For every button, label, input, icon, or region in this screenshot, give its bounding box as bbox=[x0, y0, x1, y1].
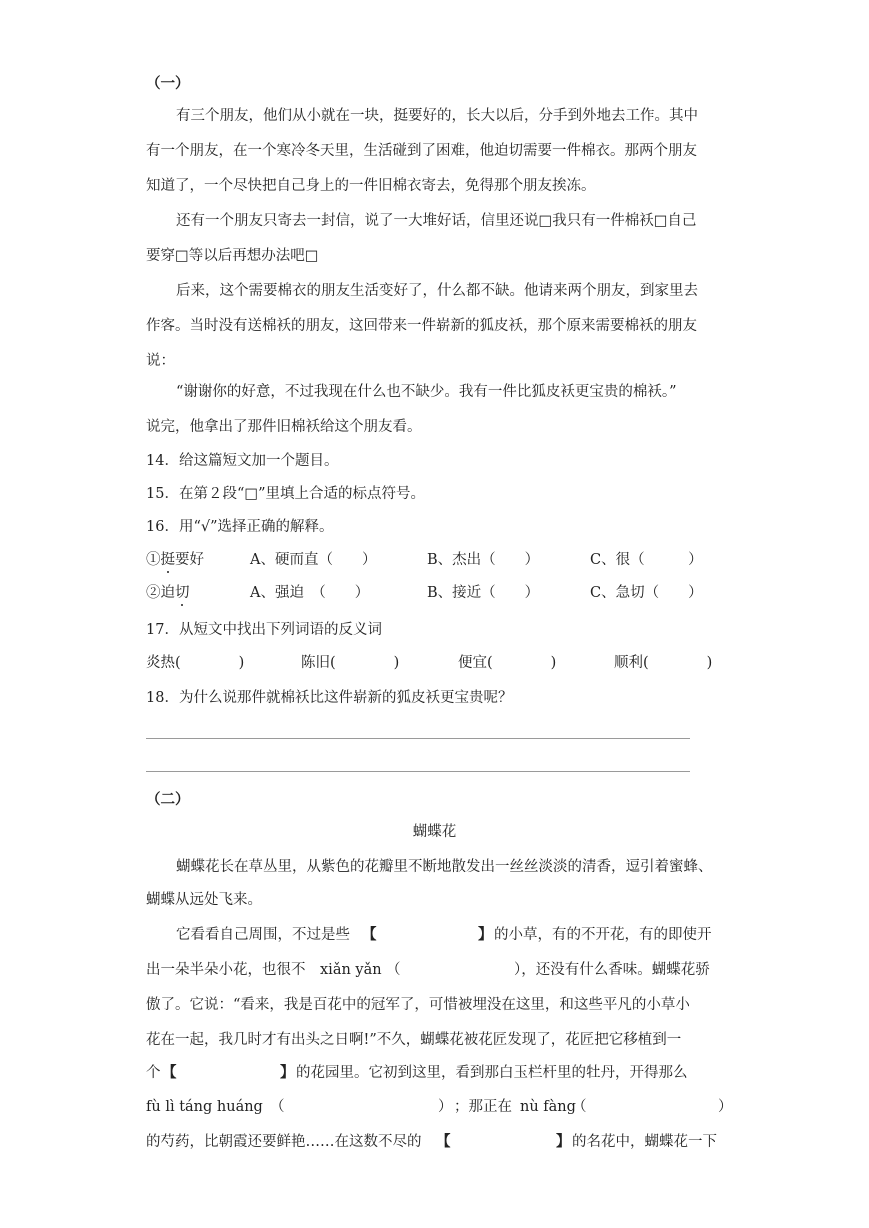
blank-left-bracket: 【 bbox=[362, 926, 377, 943]
passage-line: 说完，他拿出了那件旧棉袄给这个朋友看。 bbox=[146, 419, 422, 435]
question-16: 16．用“√”选择正确的解释。 bbox=[146, 519, 334, 535]
antonym-blank[interactable]: 炎热( ) bbox=[146, 655, 245, 671]
antonym-blank[interactable]: 陈旧( ) bbox=[301, 655, 400, 671]
word-label: ②迫切 bbox=[146, 585, 190, 601]
blank-right-bracket: 】 bbox=[478, 926, 493, 943]
passage-line: 有一个朋友，在一个寒冷冬天里，生活碰到了困难，他迫切需要一件棉衣。那两个朋友 bbox=[146, 143, 697, 159]
option-b[interactable]: B、接近（ ） bbox=[427, 585, 540, 601]
blank-right-bracket: 】 bbox=[280, 1064, 295, 1081]
word-label: ①挺要好 bbox=[146, 552, 204, 568]
passage-line: 后来，这个需要棉衣的朋友生活变好了，什么都不缺。他请来两个朋友，到家里去 bbox=[176, 283, 698, 299]
antonym-blank[interactable]: 顺利( ) bbox=[614, 655, 713, 671]
fill-blank[interactable] bbox=[588, 1097, 718, 1117]
worksheet-page: （一） 有三个朋友，他们从小就在一块，挺要好的，长大以后，分手到外地去工作。其中 有一个朋友，在一个寒冷冬天里，生活碰到了困难，他迫切需要一件棉衣。那两个朋友 知道了，一个尽快把自己身上的一件旧棉衣寄去，免得那个朋友挨冻。 还有一个朋友只寄去一封信，说了一大堆好话，信里还说□我只有一件棉袄□自己 要穿□等以后再想办法吧□ 后来，这个需要棉衣的朋友生活变好了，什么都不缺。他请来两个朋友，到家里去 作客。当时没有送棉袄的朋友，这回带来一件崭新的狐皮袄，那个原来需要棉袄的朋友 说： “谢谢你的好意，不过我现在什么也不缺少。我有一件比狐皮袄更宝贵的棉袄。” 说完，他拿出了那件旧棉袄给这个朋友看。 14．给这篇短文加一个题目。 15．在第２段“□”里填上合适的标点符号。 16．用“√”选择正确的解释。 ①挺要好 A、硬而直（ ） B、杰出（ ） C、很（ ） ②迫切 A、强迫 （ ） B、接近（ ） C、急切（ ） 17．从短文中找出下列词语的反义词 炎热( ) 陈旧( ) 便宜( ) 顺利( ) 18．为什么说那件就棉袄比这件崭新的狐皮袄更宝贵呢？ （二） 蝴蝶花 蝴蝶花长在草丛里，从紫色的花瓣里不断地散发出一丝丝淡淡的清香，逗引着蜜蜂、 蝴蝶从远处飞来。 它看看自己周围，不过是些 【 】 的小草，有的不开花，有的即使开 出一朵半朵小花，也很不 xiǎn yǎn （ ），还没有什么香味。蝴蝶花骄 傲了。它说：“看来，我是百花中的冠军了，可惜被埋没在这里，和这些平凡的小草小 花在一起，我几时才有出头之日啊!”不久，蝴蝶花被花匠发现了，花匠把它移植到一 个 【 】 的花园里。它初到这里，看到那白玉栏杆里的牡丹，开得那么 fù lì táng huáng （ ） ；那正在 nù fàng （ ） 的芍药，比朝霞还要鲜艳……在这数不尽的 【 】 的名花中，蝴蝶花一下 bbox=[0, 0, 869, 1228]
answer-line[interactable] bbox=[146, 738, 690, 739]
pinyin: xiǎn yǎn bbox=[320, 962, 382, 978]
question-14: 14．给这篇短文加一个题目。 bbox=[146, 453, 339, 469]
answer-line[interactable] bbox=[146, 771, 690, 772]
question-17: 17．从短文中找出下列词语的反义词 bbox=[146, 622, 382, 638]
section-two-heading: （二） bbox=[146, 791, 190, 808]
passage-line: 蝴蝶从远处飞来。 bbox=[146, 892, 262, 908]
fill-blank[interactable] bbox=[402, 960, 512, 980]
passage-line: 花在一起，我几时才有出头之日啊!”不久，蝴蝶花被花匠发现了，花匠把它移植到一 bbox=[146, 1032, 682, 1048]
fill-blank[interactable] bbox=[378, 925, 478, 945]
pinyin: nù fàng bbox=[520, 1099, 576, 1115]
passage-line: 还有一个朋友只寄去一封信，说了一大堆好话，信里还说□我只有一件棉袄□自己 bbox=[176, 213, 697, 229]
option-b[interactable]: B、杰出（ ） bbox=[427, 552, 540, 568]
section-one-heading: （一） bbox=[146, 75, 190, 92]
passage-line: 傲了。它说：“看来，我是百花中的冠军了，可惜被埋没在这里，和这些平凡的小草小 bbox=[146, 997, 690, 1013]
fill-blank[interactable] bbox=[178, 1063, 278, 1083]
antonym-blank[interactable]: 便宜( ) bbox=[458, 655, 557, 671]
option-a[interactable]: A、硬而直（ ） bbox=[250, 552, 377, 568]
passage-line: 知道了，一个尽快把自己身上的一件旧棉衣寄去，免得那个朋友挨冻。 bbox=[146, 178, 596, 194]
fill-blank[interactable] bbox=[286, 1097, 436, 1117]
pinyin: fù lì táng huáng bbox=[146, 1099, 263, 1115]
blank-right-bracket: 】 bbox=[556, 1133, 571, 1150]
option-c[interactable]: C、急切（ ） bbox=[590, 585, 703, 601]
question-18: 18．为什么说那件就棉袄比这件崭新的狐皮袄更宝贵呢？ bbox=[146, 690, 513, 706]
passage-line: 蝴蝶花长在草丛里，从紫色的花瓣里不断地散发出一丝丝淡淡的清香，逗引着蜜蜂、 bbox=[176, 859, 713, 875]
option-a[interactable]: A、强迫 （ ） bbox=[250, 585, 370, 601]
fill-blank[interactable] bbox=[452, 1132, 556, 1152]
passage-title: 蝴蝶花 bbox=[412, 824, 457, 840]
question-15: 15．在第２段“□”里填上合适的标点符号。 bbox=[146, 486, 425, 502]
passage-line: “谢谢你的好意，不过我现在什么也不缺少。我有一件比狐皮袄更宝贵的棉袄。” bbox=[176, 384, 677, 400]
blank-left-bracket: 【 bbox=[436, 1133, 451, 1150]
option-c[interactable]: C、很（ ） bbox=[590, 552, 703, 568]
passage-line: 要穿□等以后再想办法吧□ bbox=[146, 248, 319, 264]
passage-line: 作客。当时没有送棉袄的朋友，这回带来一件崭新的狐皮袄，那个原来需要棉袄的朋友 bbox=[146, 318, 697, 334]
passage-line: 说： bbox=[146, 353, 175, 369]
blank-left-bracket: 【 bbox=[162, 1064, 177, 1081]
passage-line: 有三个朋友，他们从小就在一块，挺要好的，长大以后，分手到外地去工作。其中 bbox=[176, 108, 698, 124]
